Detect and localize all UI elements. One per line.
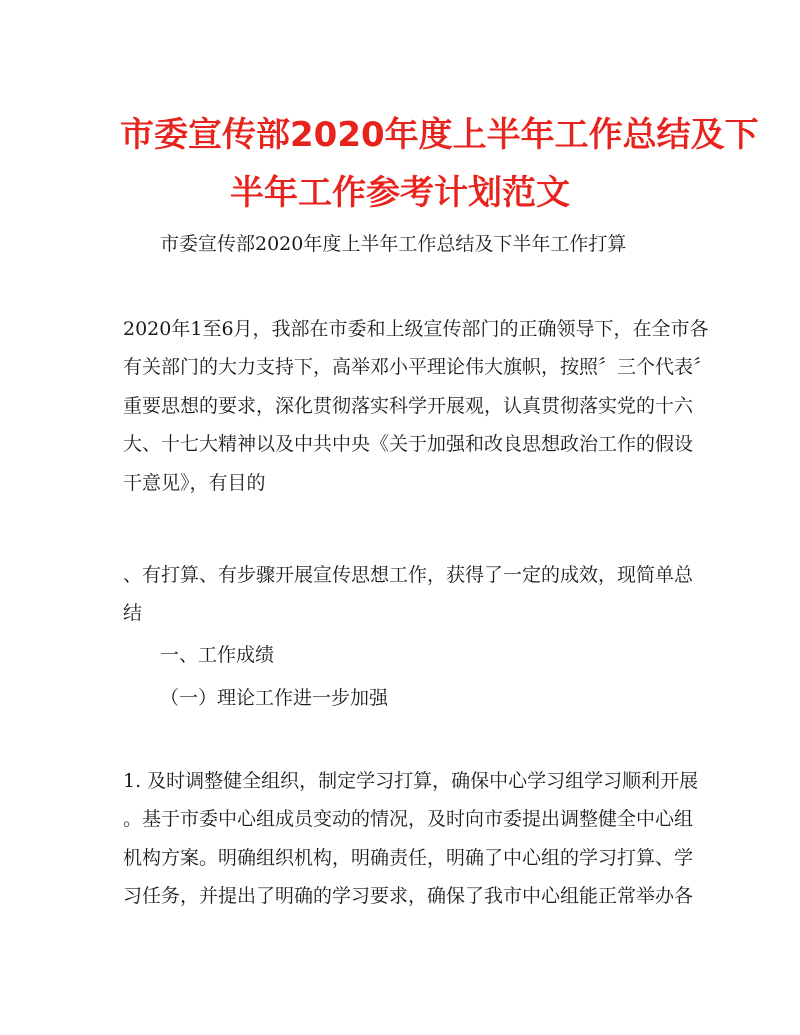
paragraph-line: 1. 及时调整健全组织，制定学习打算，确保中心学习组学习顺利开展 bbox=[123, 770, 699, 792]
paragraph-line: 习任务，并提出了明确的学习要求，确保了我市中心组能正常举办各 bbox=[123, 885, 694, 907]
paragraph-line: 2020年1至6月，我部在市委和上级宣传部门的正确领导下，在全市各 bbox=[123, 318, 709, 340]
paragraph-line: 机构方案。明确组织机构，明确责任，明确了中心组的学习打算、学 bbox=[123, 847, 694, 869]
paragraph-line: 。基于市委中心组成员变动的情况，及时向市委提出调整健全中心组 bbox=[123, 808, 694, 830]
subsection-heading: （一）理论工作进一步加强 bbox=[160, 687, 389, 709]
paragraph-line: 大、十七大精神以及中共中央《关于加强和改良思想政治工作的假设 bbox=[123, 433, 694, 455]
paragraph-line: 重要思想的要求，深化贯彻落实科学开展观，认真贯彻落实党的十六 bbox=[123, 395, 694, 417]
document-title-line-2: 半年工作参考计划范文 bbox=[230, 173, 570, 213]
paragraph-line: 干意见》，有目的 bbox=[123, 472, 266, 494]
paragraph-line: 结 bbox=[123, 602, 143, 624]
paragraph-line: 有关部门的大力支持下，高举邓小平理论伟大旗帜，按照〞三个代表〞 bbox=[123, 356, 713, 378]
section-heading: 一、工作成绩 bbox=[160, 644, 275, 666]
paragraph-line: 、有打算、有步骤开展宣传思想工作，获得了一定的成效，现简单总 bbox=[123, 564, 694, 586]
document-subtitle: 市委宣传部2020年度上半年工作总结及下半年工作打算 bbox=[160, 233, 627, 255]
document-title-line-1: 市委宣传部2020年度上半年工作总结及下 bbox=[120, 115, 759, 155]
